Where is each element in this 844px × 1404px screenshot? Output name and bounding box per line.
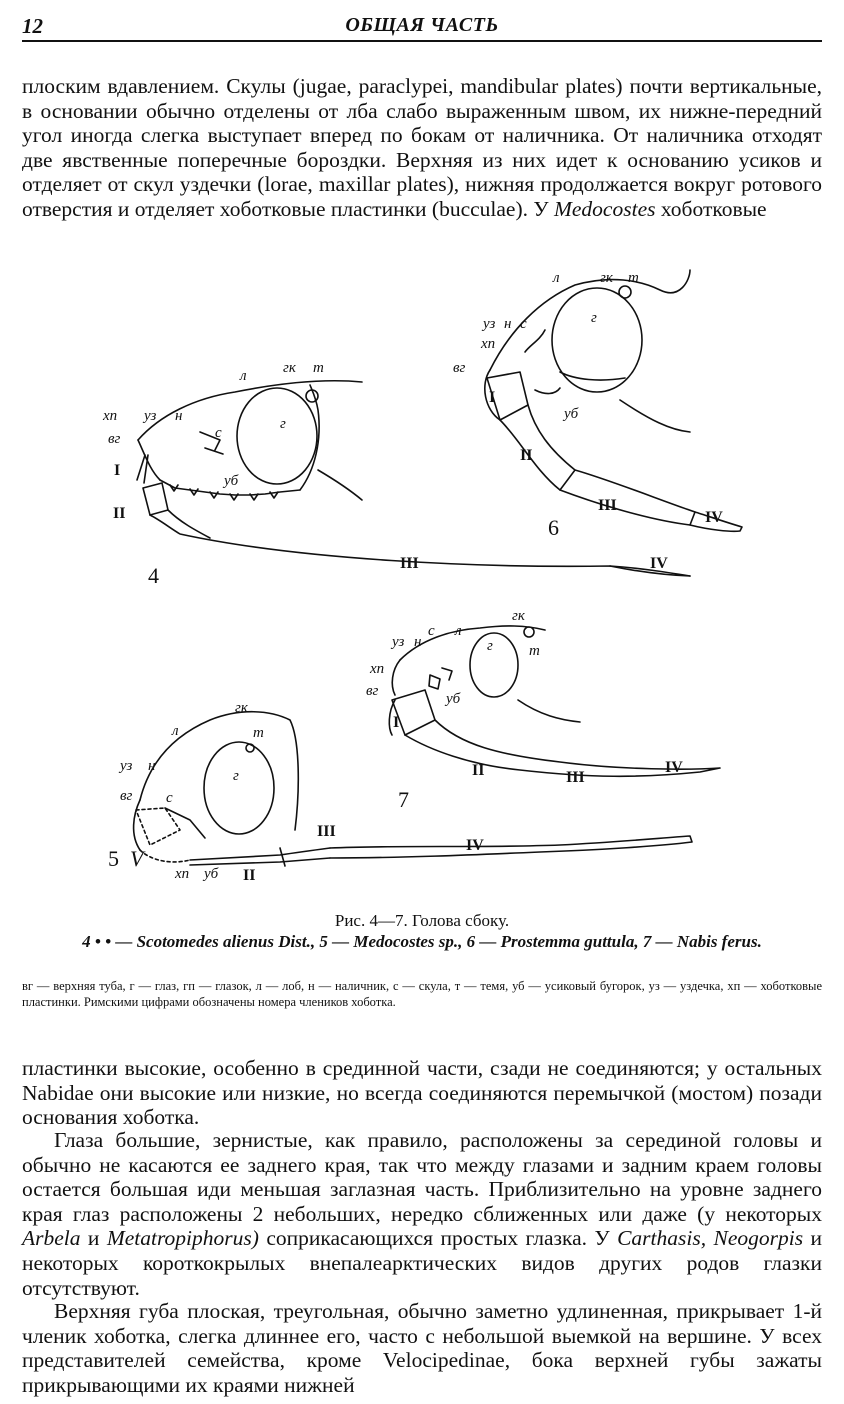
caption-legend: вг — верхняя туба, г — глаз, гп — глазок, л — лоб, н — наличник, с — скула, т — темя, уб — усиковый бугорок, уз — уздечка, хп — хоботковые пластинки. Римскими цифрами обозначены номера члеников хоботка. — [22, 979, 822, 1009]
paragraph-2: пластинки высокие, особенно в срединной части, сзади не соединяются; у остальных Nabidae они высокие или низкие, но всегда соединяются перемычкой (мостом) позади основания хоботка. — [22, 1056, 822, 1130]
label-t-5: т — [253, 725, 264, 741]
label-l-4: л — [240, 368, 247, 384]
label-seg-I-4: I — [114, 462, 121, 479]
label-seg-II-4: II — [113, 505, 126, 522]
label-seg-III-6: III — [598, 497, 617, 514]
figure-number-5: 5 — [108, 846, 119, 871]
label-uz-6: уз — [483, 316, 496, 332]
genus-name: Arbela — [22, 1226, 81, 1251]
figure-6-drawing — [485, 270, 742, 531]
label-khp-7: хп — [370, 661, 385, 677]
caption-title: Рис. 4—7. Голова сбоку. — [334, 911, 510, 930]
text-run: плоским вдавлением. Скулы (jugae, paraclypei, mandibular plates) почти вертикальные, в основании обычно отделены от лба слабо выраженным швом, их нижне-передний угол иногда слегка выступает вперед по бокам от наличника. От наличника отходят две явственные поперечные бороздки. Верхняя из них идет к основанию усиков и отделяет от скул уздечки (lorae, maxillar plates), нижняя продолжается вокруг ротового отверстия и отделяет хоботковые пластинки (bucculae). У — [22, 74, 822, 221]
label-seg-II-7: II — [472, 762, 485, 779]
text-run: Глаза большие, зернистые, как правило, расположены за серединой головы и обычно не касаются ее заднего края, так что между глазами и задним краем головы остается большая иди меньшая заглазная часть. Приблизительно на уровне заднего края глаз расположены 2 небольших, нередко сближенных или даже (у некоторых — [22, 1128, 822, 1226]
genus-name: Carthasis, — [617, 1226, 707, 1251]
label-gk-7: гк — [512, 608, 525, 624]
label-s-5: с — [166, 790, 173, 806]
label-seg-IV-7: IV — [665, 759, 683, 776]
label-khp-5: хп — [175, 866, 190, 882]
label-l-5: л — [172, 723, 179, 739]
label-g-5: г — [233, 768, 239, 784]
label-vg-4: вг — [108, 431, 121, 447]
running-title: ОБЩАЯ ЧАСТЬ — [345, 14, 499, 36]
text-run — [706, 1226, 713, 1250]
text-run: и — [80, 1226, 107, 1251]
label-uz-5: уз — [120, 758, 133, 774]
header-rule — [22, 40, 822, 42]
paragraph-1 — [22, 74, 822, 222]
label-n-5: н — [148, 758, 156, 774]
label-s-6: с — [520, 316, 527, 332]
label-ub-6: уб — [564, 406, 579, 422]
figure-number-4: 4 — [148, 563, 159, 588]
genus-name: Metatropiphorus) — [106, 1226, 259, 1251]
label-t-4: т — [313, 360, 324, 376]
label-seg-IV-5: IV — [466, 837, 484, 854]
page-number: 12 — [22, 14, 43, 38]
label-ub-4: уб — [224, 473, 239, 489]
label-seg-I-6: I — [489, 389, 496, 406]
label-vg-6: вг — [453, 360, 466, 376]
label-khp-4: хп — [103, 408, 118, 424]
figure-number-6: 6 — [548, 515, 559, 540]
label-s-4: с — [215, 425, 222, 441]
label-n-7: н — [414, 634, 422, 650]
label-vg-7: вг — [366, 683, 379, 699]
label-g-4: г — [280, 416, 286, 432]
label-gk-6: гк — [600, 270, 613, 286]
page-header — [22, 8, 822, 42]
text-run: соприкасающихся простых глазка. У — [258, 1226, 618, 1251]
genus-name: Neogorpis — [713, 1226, 804, 1251]
figure-4-drawing — [137, 381, 690, 576]
label-seg-III-7: III — [566, 769, 585, 786]
label-seg-III-4: III — [400, 555, 419, 572]
label-seg-IV-4: IV — [650, 555, 668, 572]
label-n-6: н — [504, 316, 512, 332]
figure-caption — [22, 910, 822, 952]
label-uz-7: уз — [392, 634, 405, 650]
label-n-4: н — [175, 408, 183, 424]
label-l-6: л — [553, 270, 560, 286]
label-vg-5: вг — [120, 788, 133, 804]
label-g-7: г — [487, 638, 493, 654]
label-seg-II-6: II — [520, 447, 533, 464]
label-seg-I-7: I — [393, 714, 400, 731]
label-uz-4: уз — [144, 408, 157, 424]
label-s-7: с — [428, 623, 435, 639]
figure-5-drawing — [134, 712, 692, 866]
genus-name: Medocostes — [553, 196, 656, 221]
text-run: и некоторых короткокрылых внепалеарктических видов других родов глазки отсутствуют. — [22, 1226, 822, 1300]
label-gk-5: гк — [235, 700, 248, 716]
figure-number-7: 7 — [398, 787, 409, 812]
label-l-7: л — [455, 623, 462, 639]
figure-heads — [0, 255, 844, 905]
label-seg-IV-6: IV — [705, 509, 723, 526]
paragraph-3 — [22, 1128, 822, 1300]
label-gk-4: гк — [283, 360, 296, 376]
label-seg-II-5: II — [243, 867, 256, 884]
label-ub-7: уб — [446, 691, 461, 707]
text-run: хоботковые — [655, 196, 767, 221]
figure-7-drawing — [389, 626, 720, 776]
paragraph-4: Верхняя губа плоская, треугольная, обычно заметно удлиненная, прикрывает 1-й членик хоботка, слегка длиннее его, часто с небольшой выемкой на вершине. У всех представителей семейства, кроме Velocipedinae, бока верхней губы зажаты прикрывающими их краями нижней — [22, 1299, 822, 1397]
label-g-6: г — [591, 310, 597, 326]
label-seg-III-5: III — [317, 823, 336, 840]
label-ub-5: уб — [204, 866, 219, 882]
caption-species: 4 • • — Scotomedes alienus Dist., 5 — Medocostes sp., 6 — Prostemma guttula, 7 — Nabis ferus. — [82, 932, 762, 951]
label-t-7: т — [529, 643, 540, 659]
label-khp-6: хп — [481, 336, 496, 352]
figure-5-view-mark: V — [130, 846, 144, 871]
label-t-6: т — [628, 270, 639, 286]
